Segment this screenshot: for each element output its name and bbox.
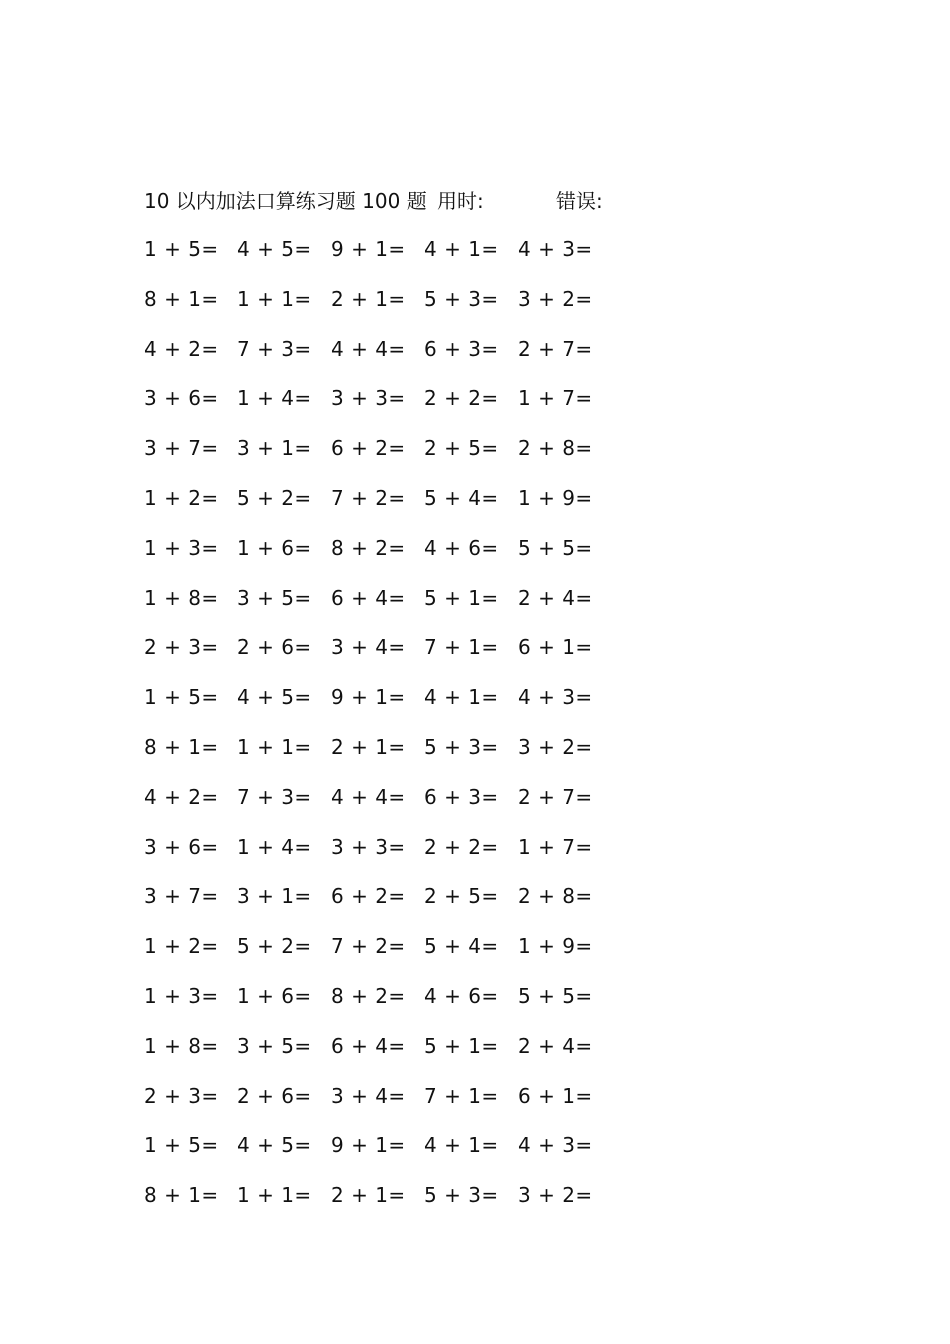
addition-problem: 6 + 2= xyxy=(331,884,406,909)
addition-problem: 2 + 8= xyxy=(518,884,593,909)
addition-problem: 4 + 6= xyxy=(424,983,499,1008)
addition-problem: 3 + 5= xyxy=(237,1033,312,1058)
addition-problem: 1 + 5= xyxy=(144,237,219,261)
addition-problem: 2 + 1= xyxy=(331,1183,406,1208)
addition-problem: 3 + 2= xyxy=(518,1183,593,1208)
addition-problem: 7 + 3= xyxy=(237,784,312,809)
addition-problem: 3 + 1= xyxy=(237,884,312,909)
addition-problem: 1 + 5= xyxy=(144,685,219,710)
addition-problem: 4 + 3= xyxy=(518,685,593,710)
addition-problem: 5 + 2= xyxy=(237,934,312,959)
addition-problem: 5 + 2= xyxy=(237,485,312,510)
addition-problem: 6 + 1= xyxy=(518,635,593,660)
addition-problem: 1 + 2= xyxy=(144,934,219,959)
problem-row xyxy=(144,782,624,832)
addition-problem: 3 + 2= xyxy=(518,286,593,311)
problem-row xyxy=(144,433,624,483)
addition-problem: 3 + 6= xyxy=(144,834,219,859)
addition-problem: 4 + 2= xyxy=(144,784,219,809)
addition-problem: 2 + 4= xyxy=(518,1033,593,1058)
addition-problem: 2 + 5= xyxy=(424,436,499,461)
error-count-label: 错误: xyxy=(556,189,603,213)
addition-problem: 1 + 7= xyxy=(518,386,593,411)
addition-problem: 5 + 3= xyxy=(424,286,499,311)
addition-problem: 2 + 7= xyxy=(518,336,593,361)
addition-problem: 5 + 1= xyxy=(424,585,499,610)
problem-row xyxy=(144,682,624,732)
addition-problem: 6 + 3= xyxy=(424,784,499,809)
addition-problem: 1 + 4= xyxy=(237,834,312,859)
problem-row xyxy=(144,931,624,981)
addition-problem: 7 + 1= xyxy=(424,635,499,660)
addition-problem: 1 + 6= xyxy=(237,983,312,1008)
addition-problem: 2 + 7= xyxy=(518,784,593,809)
addition-problem: 8 + 2= xyxy=(331,535,406,560)
addition-problem: 4 + 4= xyxy=(331,336,406,361)
problem-row xyxy=(144,334,624,384)
addition-problem: 8 + 2= xyxy=(331,983,406,1008)
addition-problem: 6 + 3= xyxy=(424,336,499,361)
addition-problem: 3 + 1= xyxy=(237,436,312,461)
addition-problem: 3 + 4= xyxy=(331,635,406,660)
problem-row xyxy=(144,981,624,1031)
addition-problem: 8 + 1= xyxy=(144,286,219,311)
addition-problem: 1 + 9= xyxy=(518,934,593,959)
addition-problem: 3 + 6= xyxy=(144,386,219,411)
problem-row xyxy=(144,632,624,682)
addition-problem: 3 + 5= xyxy=(237,585,312,610)
addition-problem: 6 + 4= xyxy=(331,1033,406,1058)
problem-row xyxy=(144,732,624,782)
problem-row xyxy=(144,881,624,931)
addition-problem: 2 + 4= xyxy=(518,585,593,610)
addition-problem: 4 + 3= xyxy=(518,237,593,261)
addition-problem: 3 + 2= xyxy=(518,734,593,759)
addition-problem: 1 + 6= xyxy=(237,535,312,560)
addition-problem: 1 + 4= xyxy=(237,386,312,411)
addition-problem: 2 + 1= xyxy=(331,734,406,759)
addition-problem: 1 + 1= xyxy=(237,734,312,759)
addition-problem: 3 + 4= xyxy=(331,1083,406,1108)
worksheet-title: 10 以内加法口算练习题 100 题 xyxy=(144,189,427,213)
addition-problem: 9 + 1= xyxy=(331,1133,406,1158)
time-used-label: 用时: xyxy=(437,189,484,213)
addition-problem: 1 + 3= xyxy=(144,535,219,560)
addition-problem: 2 + 3= xyxy=(144,635,219,660)
addition-problem: 5 + 4= xyxy=(424,934,499,959)
addition-problem: 4 + 6= xyxy=(424,535,499,560)
addition-problem: 9 + 1= xyxy=(331,237,406,261)
addition-problem: 4 + 2= xyxy=(144,336,219,361)
addition-problem: 3 + 3= xyxy=(331,386,406,411)
addition-problem: 7 + 2= xyxy=(331,485,406,510)
addition-problem: 4 + 5= xyxy=(237,237,312,261)
addition-problem: 2 + 3= xyxy=(144,1083,219,1108)
addition-problem: 2 + 8= xyxy=(518,436,593,461)
addition-problem: 4 + 1= xyxy=(424,1133,499,1158)
problem-row xyxy=(144,234,624,284)
addition-problem: 5 + 5= xyxy=(518,983,593,1008)
addition-problem: 5 + 4= xyxy=(424,485,499,510)
problem-row xyxy=(144,832,624,882)
addition-problem: 7 + 3= xyxy=(237,336,312,361)
problem-row xyxy=(144,1180,624,1230)
addition-problem: 7 + 2= xyxy=(331,934,406,959)
addition-problem: 2 + 5= xyxy=(424,884,499,909)
addition-problem: 1 + 5= xyxy=(144,1133,219,1158)
addition-problem: 5 + 1= xyxy=(424,1033,499,1058)
addition-problem: 1 + 1= xyxy=(237,1183,312,1208)
addition-problem: 4 + 1= xyxy=(424,237,499,261)
addition-problem: 3 + 3= xyxy=(331,834,406,859)
addition-problem: 6 + 2= xyxy=(331,436,406,461)
addition-problem: 6 + 1= xyxy=(518,1083,593,1108)
addition-problem: 5 + 3= xyxy=(424,734,499,759)
addition-problem: 3 + 7= xyxy=(144,884,219,909)
addition-problem: 2 + 6= xyxy=(237,635,312,660)
addition-problem: 3 + 7= xyxy=(144,436,219,461)
addition-problem: 4 + 5= xyxy=(237,1133,312,1158)
addition-problem: 1 + 8= xyxy=(144,1033,219,1058)
problem-row xyxy=(144,533,624,583)
problem-row xyxy=(144,483,624,533)
addition-problem: 1 + 2= xyxy=(144,485,219,510)
problem-row xyxy=(144,583,624,633)
addition-problem: 1 + 8= xyxy=(144,585,219,610)
addition-problem: 7 + 1= xyxy=(424,1083,499,1108)
addition-problem: 1 + 1= xyxy=(237,286,312,311)
addition-problem: 4 + 5= xyxy=(237,685,312,710)
problem-row xyxy=(144,1130,624,1180)
addition-problem: 1 + 7= xyxy=(518,834,593,859)
addition-problem: 5 + 3= xyxy=(424,1183,499,1208)
addition-problem: 4 + 1= xyxy=(424,685,499,710)
problem-row xyxy=(144,383,624,433)
problem-row xyxy=(144,1081,624,1131)
addition-problem: 2 + 2= xyxy=(424,386,499,411)
addition-problem: 2 + 2= xyxy=(424,834,499,859)
addition-problem: 8 + 1= xyxy=(144,1183,219,1208)
problem-row xyxy=(144,284,624,334)
addition-problem: 9 + 1= xyxy=(331,685,406,710)
addition-problem: 4 + 4= xyxy=(331,784,406,809)
addition-problem: 4 + 3= xyxy=(518,1133,593,1158)
addition-problem: 2 + 6= xyxy=(237,1083,312,1108)
addition-problem: 2 + 1= xyxy=(331,286,406,311)
addition-problem: 5 + 5= xyxy=(518,535,593,560)
addition-problem: 1 + 3= xyxy=(144,983,219,1008)
problem-grid xyxy=(144,234,624,1230)
addition-problem: 8 + 1= xyxy=(144,734,219,759)
problem-row xyxy=(144,1031,624,1081)
addition-problem: 6 + 4= xyxy=(331,585,406,610)
addition-problem: 1 + 9= xyxy=(518,485,593,510)
